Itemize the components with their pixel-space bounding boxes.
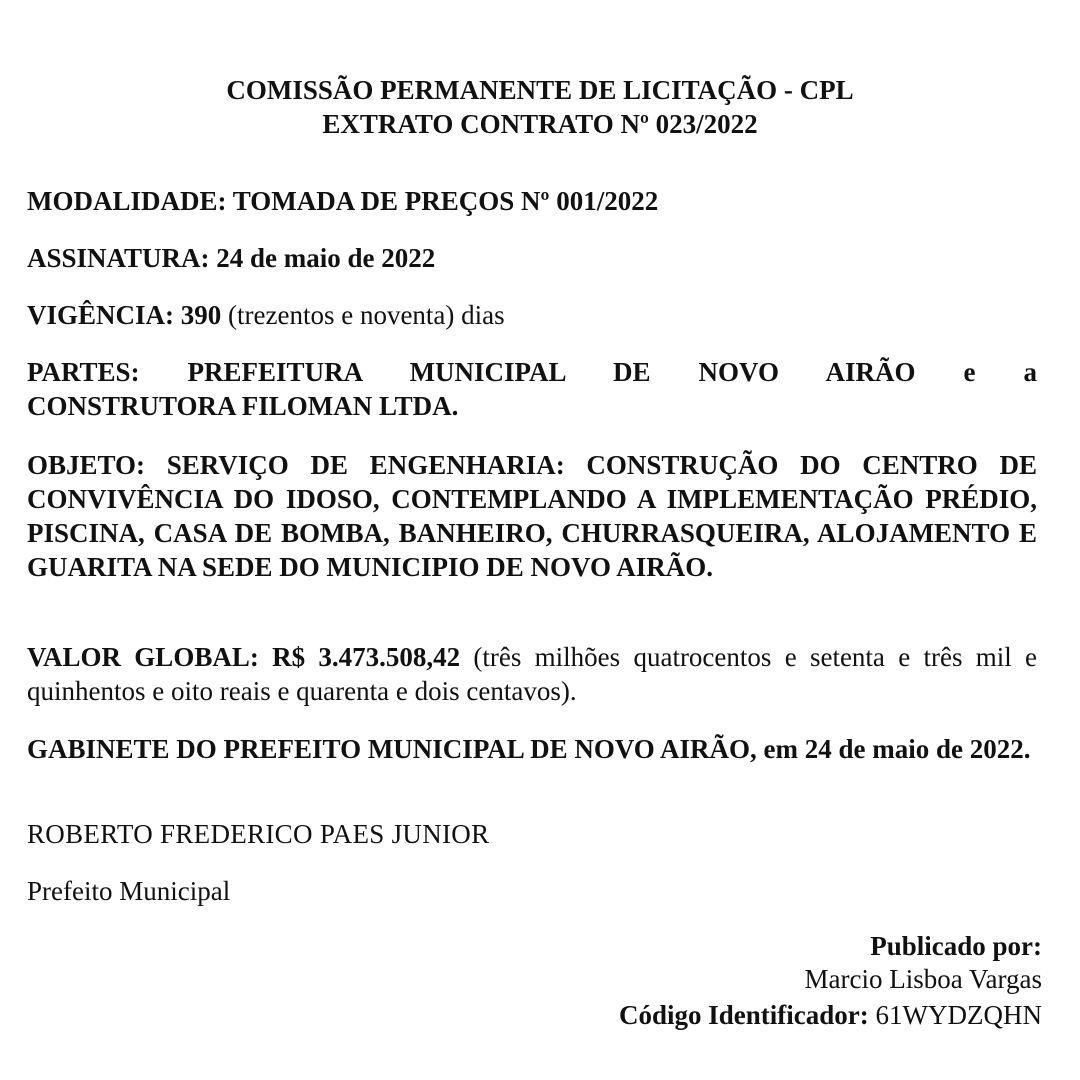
header-contract-title: EXTRATO CONTRATO Nº 023/2022 [322, 109, 758, 139]
partes-line-1: PARTES: PREFEITURA MUNICIPAL DE NOVO AIRÃO e a [27, 357, 1037, 387]
publisher-name: Marcio Lisboa Vargas [804, 964, 1042, 994]
signatory-name: ROBERTO FREDERICO PAES JUNIOR [27, 819, 490, 849]
identifier-code-label: Código Identificador: [619, 1000, 869, 1030]
header-commission-title: COMISSÃO PERMANENTE DE LICITAÇÃO - CPL [226, 75, 854, 105]
vigencia-line: VIGÊNCIA: 390 (trezentos e noventa) dias [27, 300, 505, 330]
published-by-label: Publicado por: [870, 931, 1042, 961]
signatory-role: Prefeito Municipal [27, 876, 231, 906]
partes-line-2: CONSTRUTORA FILOMAN LTDA. [27, 391, 459, 421]
objeto-paragraph: OBJETO: SERVIÇO DE ENGENHARIA: CONSTRUÇÃO DO CENTRO DE CONVIVÊNCIA DO IDOSO, CONTEMPLANDO A IMPLEMENTAÇÃO PRÉDIO, PISCINA, CASA DE BOMBA, BANHEIRO, CHURRASQUEIRA, ALOJAMENTO E GUARITA NA SEDE DO MUNICIPIO DE NOVO AIRÃO. [27, 450, 1037, 582]
gabinete-paragraph: GABINETE DO PREFEITO MUNICIPAL DE NOVO AIRÃO, em 24 de maio de 2022. [27, 734, 1031, 764]
partes-paragraph [27, 355, 1037, 423]
valor-global-paragraph: VALOR GLOBAL: R$ 3.473.508,42 (três milhões quatrocentos e setenta e três mil e quinhentos e oito reais e quarenta e dois centavos). [27, 642, 1037, 706]
identifier-code-line [442, 999, 1042, 1032]
modalidade-line: MODALIDADE: TOMADA DE PREÇOS Nº 001/2022 [27, 186, 659, 216]
assinatura-line: ASSINATURA: 24 de maio de 2022 [27, 243, 436, 273]
identifier-code-value: 61WYDZQHN [875, 1000, 1042, 1030]
